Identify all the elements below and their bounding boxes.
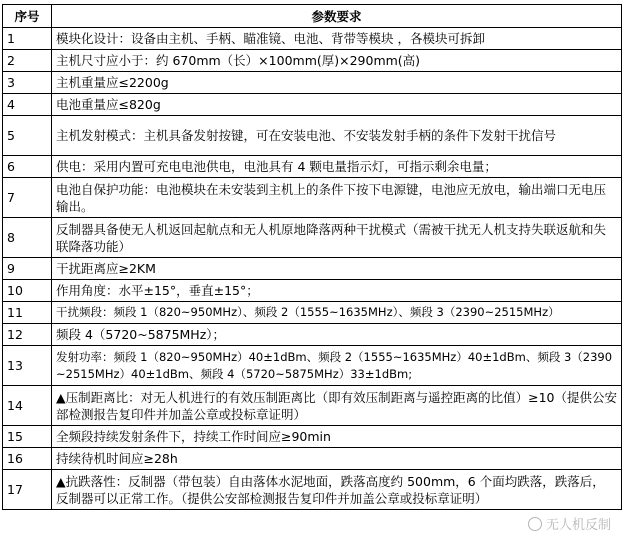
table-row (3, 72, 622, 94)
table-header-row (3, 5, 622, 28)
row-text: 供电：采用内置可充电电池供电，电池具有 4 颗电量指示灯，可指示剩余电量； (52, 156, 622, 178)
row-text: 持续待机时间应≥28h (52, 448, 622, 470)
table-row (3, 258, 622, 280)
table-row (3, 116, 622, 156)
row-text: 主机发射模式：主机具备发射按键，可在安装电池、不安装发射手柄的条件下发射干扰信号 (52, 116, 622, 156)
row-no: 2 (3, 50, 52, 72)
header-requirements: 参数要求 (52, 5, 622, 28)
watermark-text: 无人机反制 (545, 518, 611, 533)
table-row (3, 470, 622, 510)
row-text: ▲抗跌落性：反制器（带包装）自由落体水泥地面，跌落高度约 500mm，6 个面均跌落，跌落后，反制器可以正常工作。（提供公安部检测报告复印件并加盖公章或投标章证明） (52, 470, 622, 510)
row-no: 6 (3, 156, 52, 178)
row-text: 发射功率：频段 1（820~950MHz）40±1dBm、频段 2（1555~1635MHz）40±1dBm、频段 3（2390~2515MHz）40±1dBm、频段 4（5720~5875MHz）33±1dBm; (52, 346, 622, 386)
row-text: 干扰频段：频段 1（820~950MHz）、频段 2（1555~1635MHz）、频段 3（2390~2515MHz） (52, 302, 622, 324)
row-text: 全频段持续发射条件下，持续工作时间应≥90min (52, 426, 622, 448)
table-row (3, 426, 622, 448)
row-text: 主机尺寸应小于：约 670mm（长）×100mm(厚)×290mm(高) (52, 50, 622, 72)
table-row (3, 50, 622, 72)
row-text: 干扰距离应≥2KM (52, 258, 622, 280)
table-row (3, 302, 622, 324)
table-row (3, 448, 622, 470)
row-no: 11 (3, 302, 52, 324)
watermark (528, 514, 611, 533)
row-no: 5 (3, 116, 52, 156)
table-row (3, 156, 622, 178)
row-text: 频段 4（5720~5875MHz）； (52, 324, 622, 346)
row-text: 电池自保护功能：电池模块在未安装到主机上的条件下按下电源键，电池应无放电，输出端口无电压输出。 (52, 178, 622, 218)
table-row (3, 280, 622, 302)
row-text: 作用角度：水平±15°，垂直±15°； (52, 280, 622, 302)
table-row (3, 346, 622, 386)
row-no: 13 (3, 346, 52, 386)
table-row (3, 386, 622, 426)
row-no: 15 (3, 426, 52, 448)
row-text: 模块化设计：设备由主机、手柄、瞄准镜、电池、背带等模块 ，各模块可拆卸 (52, 28, 622, 50)
table-row (3, 218, 622, 258)
table-row (3, 324, 622, 346)
row-no: 12 (3, 324, 52, 346)
row-no: 9 (3, 258, 52, 280)
row-no: 3 (3, 72, 52, 94)
row-no: 7 (3, 178, 52, 218)
header-no: 序号 (3, 5, 52, 28)
row-no: 1 (3, 28, 52, 50)
row-no: 14 (3, 386, 52, 426)
wechat-icon (528, 517, 542, 531)
row-text: 反制器具备使无人机返回起航点和无人机原地降落两种干扰模式（需被干扰无人机支持失联返航和失联降落功能） (52, 218, 622, 258)
spec-table (2, 4, 622, 510)
row-no: 10 (3, 280, 52, 302)
row-no: 16 (3, 448, 52, 470)
row-text: 电池重量应≤820g (52, 94, 622, 116)
row-text: ▲压制距离比：对无人机进行的有效压制距离比（即有效压制距离与遥控距离的比值）≥10（提供公安部检测报告复印件并加盖公章或投标章证明） (52, 386, 622, 426)
row-text: 主机重量应≤2200g (52, 72, 622, 94)
table-row (3, 28, 622, 50)
row-no: 4 (3, 94, 52, 116)
row-no: 8 (3, 218, 52, 258)
table-row (3, 178, 622, 218)
table-row (3, 94, 622, 116)
row-no: 17 (3, 470, 52, 510)
